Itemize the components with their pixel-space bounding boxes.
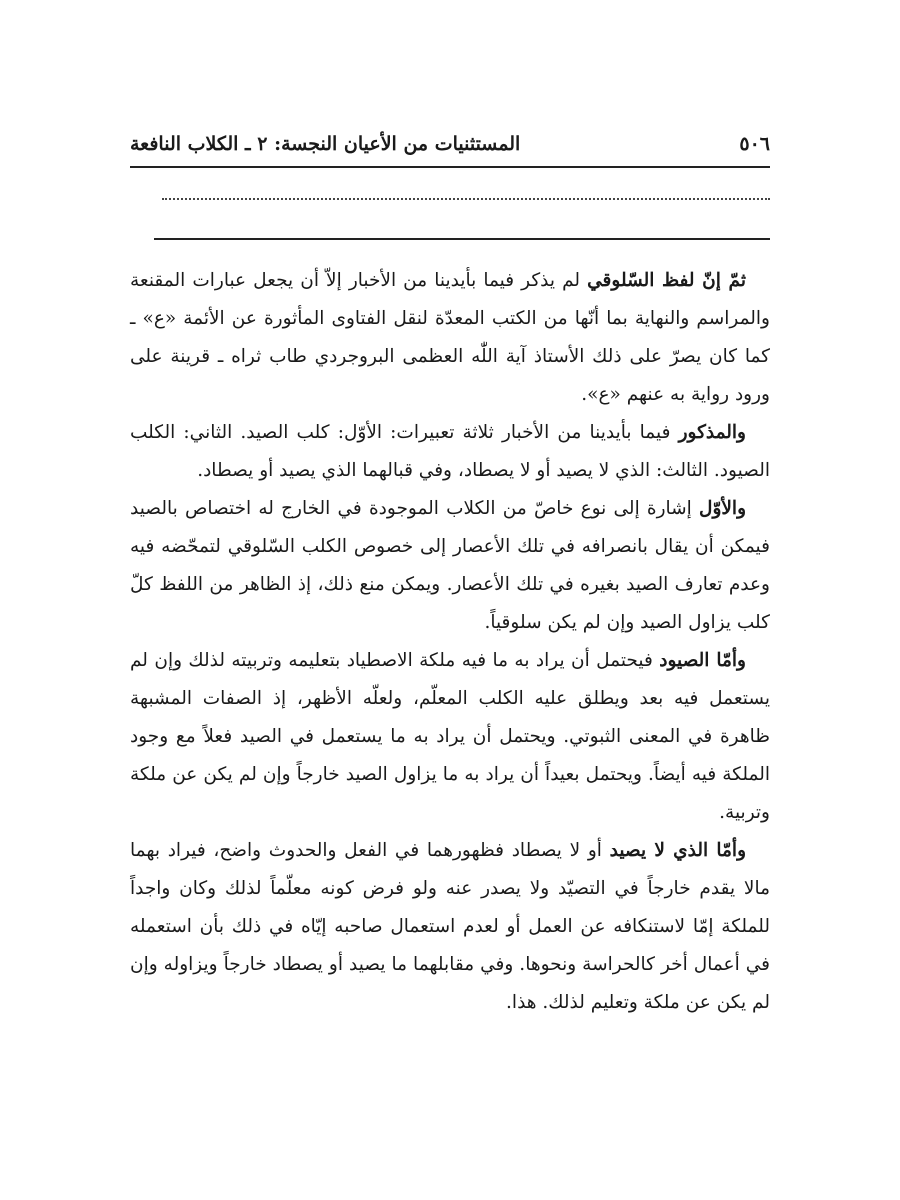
section-divider bbox=[154, 238, 770, 240]
paragraph-lead: وأمّا الصيود bbox=[659, 650, 746, 671]
paragraph-lead: والأوّل bbox=[699, 498, 746, 519]
paragraph-text: أو لا يصطاد فظهورهما في الفعل والحدوث واضح، فيراد بهما مالا يقدم خارجاً في التصيّد ولا يصدر عنه ولو فرض كونه معلّماً لذلك وكان واجداً للملكة إمّا لاستنكافه عن العمل أو لعدم استعمال صاحبه إيّاه في ذلك بأن استعمله في أعمال أخر كالحراسة ونحوها. وفي مقابلهما ما يصيد أو يصطاد خارجاً ويزاوله وإن لم يكن عن ملكة وتعليم لذلك. هذا. bbox=[130, 840, 770, 1013]
paragraph-text: فيحتمل أن يراد به ما فيه ملكة الاصطياد بتعليمه وتربيته لذلك وإن لم يستعمل فيه بعد ويطلق عليه الكلب المعلّم، ولعلّه الأظهر، إذ الصفات المشبهة ظاهرة في المعنى الثبوتي. ويحتمل أن يراد به ما يستعمل في الصيد فعلاً مع وجود الملكة فيه أيضاً. ويحتمل بعيداً أن يراد به ما يزاول الصيد خارجاً وإن لم يكن عن ملكة وتربية. bbox=[130, 650, 770, 823]
paragraph-lead: وأمّا الذي لا يصيد bbox=[609, 840, 747, 861]
paragraph-1 bbox=[130, 262, 770, 414]
paragraph-3 bbox=[130, 490, 770, 642]
paragraph-5 bbox=[130, 832, 770, 1022]
body-text bbox=[130, 262, 770, 1022]
paragraph-2 bbox=[130, 414, 770, 490]
paragraph-text: فيما بأيدينا من الأخبار ثلاثة تعبيرات: الأوّل: كلب الصيد. الثاني: الكلب الصيود. الثالث: الذي لا يصيد أو لا يصطاد، وفي قبالهما الذي يصيد أو يصطاد. bbox=[130, 422, 770, 481]
paragraph-text: لم يذكر فيما بأيدينا من الأخبار إلاّ أن يجعل عبارات المقنعة والمراسم والنهاية بما أنّها من الكتب المعدّة لنقل الفتاوى المأثورة عن الأئمة «ع» ـ كما كان يصرّ على ذلك الأستاذ آية اللّٰه العظمى البروجردي طاب ثراه ـ قرينة على ورود رواية به عنهم «ع». bbox=[130, 270, 770, 405]
paragraph-text: إشارة إلى نوع خاصّ من الكلاب الموجودة في الخارج له اختصاص بالصيد فيمكن أن يقال بانصرافه في تلك الأعصار إلى خصوص الكلب السّلوقي لتمحّضه فيه وعدم تعارف الصيد بغيره في تلك الأعصار. ويمكن منع ذلك، إذ الظاهر من اللفظ كلّ كلب يزاول الصيد وإن لم يكن سلوقياً. bbox=[130, 498, 770, 633]
footnote-dotted-divider bbox=[162, 198, 770, 200]
paragraph-lead: ثمّ إنّ لفظ السّلوقي bbox=[587, 270, 746, 291]
page-number: ٥٠٦ bbox=[739, 133, 770, 155]
paragraph-4 bbox=[130, 642, 770, 832]
header-title: المستثنيات من الأعيان النجسة: ٢ ـ الكلاب النافعة bbox=[130, 133, 521, 155]
running-header bbox=[130, 126, 770, 168]
paragraph-lead: والمذكور bbox=[678, 422, 746, 443]
